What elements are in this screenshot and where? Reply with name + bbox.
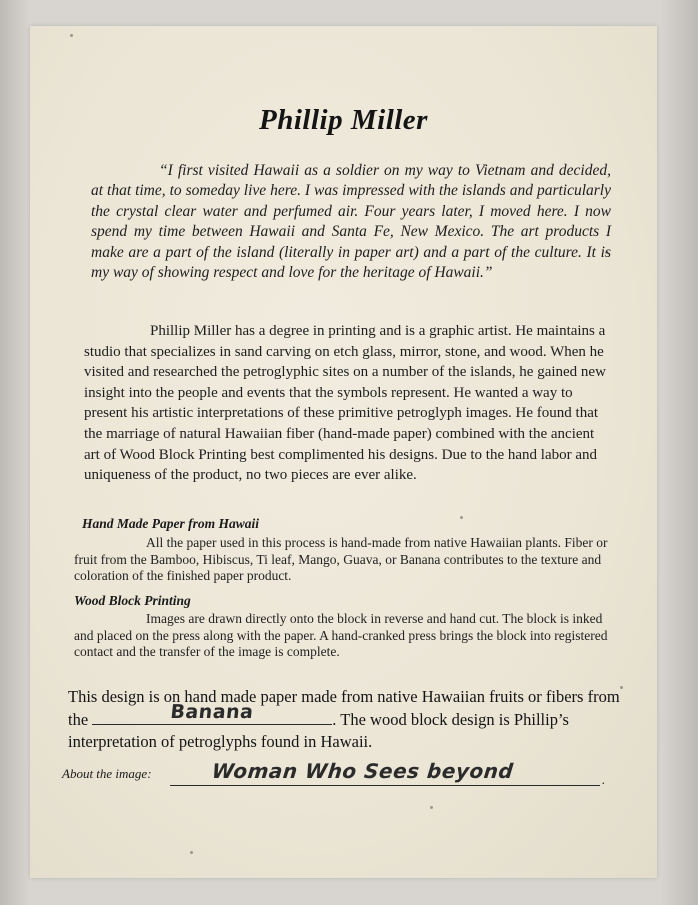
about-image-handwritten: Woman Who Sees beyond [210, 759, 515, 783]
paper-section-heading: Hand Made Paper from Hawaii [82, 516, 260, 531]
paper-fleck [430, 806, 433, 809]
about-end-mark: . [602, 772, 606, 787]
paper-fleck [460, 516, 463, 519]
paper-sheet [30, 26, 657, 878]
design-text-after: . The wood block design is Phillip’s interpretation of petroglyphs found in Hawaii. [68, 710, 569, 751]
fiber-handwritten: Banana [169, 701, 255, 723]
paper-fleck [70, 34, 73, 37]
woodblock-section-heading: Wood Block Printing [74, 593, 191, 608]
paper-section-text: All the paper used in this process is hand-made from native Hawaiian plants. Fiber or fruit from the Bamboo, Hibiscus, Ti leaf, Mango, Guava, or Banana contributes to the texture and coloration of the finished paper product. [74, 535, 608, 584]
woodblock-section-text: Images are drawn directly onto the block in reverse and hand cut. The block is inked and placed on the press along with the paper. A hand-cranked press brings the block into registered contact and the transfer of the image is complete. [74, 611, 608, 660]
page-title: Phillip Miller [259, 104, 428, 136]
about-image-line [62, 759, 606, 787]
artist-bio: Phillip Miller has a degree in printing and is a graphic artist. He maintains a studio that specializes in sand carving on etch glass, mirror, stone, and wood. When he visited and researched the petroglyphic sites on a number of the islands, he gained new insight into the people and events that the symbols represent. He wanted a way to present his artistic interpretations of these primitive petroglyph images. He found that the marriage of natural Hawaiian fiber (hand-made paper) combined with the ancient art of Wood Block Printing best complimented his designs. Due to the hand labor and uniqueness of the product, no two pieces are ever alike. [84, 323, 606, 484]
fiber-blank [92, 701, 332, 725]
design-statement [68, 686, 628, 753]
about-image-label: About the image: [62, 766, 152, 781]
design-text-before: This design is on hand made paper made from native Hawaiian fruits or fibers from the [68, 687, 620, 729]
about-image-blank [170, 785, 600, 786]
paper-fleck [190, 851, 193, 854]
artist-quote: “I first visited Hawaii as a soldier on my way to Vietnam and decided, at that time, to someday live here. I was impressed with the islands and particularly the crystal clear water and perfumed air. Four years later, I moved here. I now spend my time between Hawaii and Santa Fe, New Mexico. The art products I make are a part of the island (literally in paper art) and a part of the culture. It is my way of showing respect and love for the heritage of Hawaii.” [91, 162, 611, 282]
